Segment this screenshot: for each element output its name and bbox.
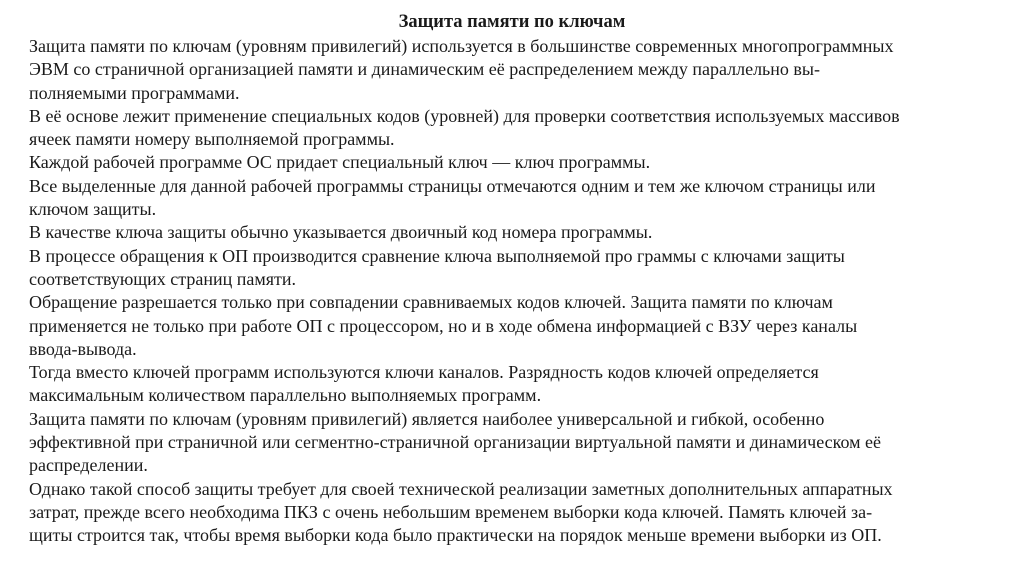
text-line: В качестве ключа защиты обычно указывается двоичный код номера программы. bbox=[29, 222, 653, 243]
body-text bbox=[29, 35, 989, 548]
text-line: В процессе обращения к ОП производится сравнение ключа выполняемой про граммы с ключами защиты bbox=[29, 245, 845, 266]
text-line: Защита памяти по ключам (уровням привилегий) используется в большинстве современных многопрограммных bbox=[29, 36, 894, 56]
text-line: Тогда вместо ключей программ используются ключи каналов. Разрядность кодов ключей определяется bbox=[29, 362, 819, 383]
text-line: затрат, прежде всего необходима ПКЗ с очень небольшим временем выборки кода ключей. Память ключей за- bbox=[29, 501, 873, 522]
text-line: В её основе лежит применение специальных кодов (уровней) для проверки соответствия используемых массивов bbox=[29, 105, 900, 126]
text-line: Обращение разрешается только при совпадении сравниваемых кодов ключей. Защита памяти по ключам bbox=[29, 292, 833, 313]
text-line: Каждой рабочей программе ОС придает специальный ключ — ключ программы. bbox=[29, 152, 651, 173]
text-line: эффективной при страничной или сегментно-страничной организации виртуальной памяти и динамическом её bbox=[29, 432, 881, 453]
text-line: ключом защиты. bbox=[29, 199, 157, 220]
text-line: ввода-вывода. bbox=[29, 338, 137, 359]
text-line: ЭВМ со страничной организацией памяти и динамическим её распределением между параллельно вы- bbox=[29, 59, 820, 80]
text-line: распределении. bbox=[29, 455, 148, 476]
text-line: применяется не только при работе ОП с процессором, но и в ходе обмена информацией с ВЗУ через каналы bbox=[29, 315, 858, 336]
page-title: Защита памяти по ключам bbox=[398, 12, 626, 32]
text-line: Защита памяти по ключам (уровням привилегий) является наиболее универсальной и гибкой, особенно bbox=[29, 408, 825, 429]
text-line: Все выделенные для данной рабочей программы страницы отмечаются одним и тем же ключом страницы или bbox=[29, 175, 876, 196]
text-line: ячеек памяти номеру выполняемой программы. bbox=[29, 129, 395, 150]
text-line: полняемыми программами. bbox=[29, 82, 240, 103]
text-line: максимальным количеством параллельно выполняемых программ. bbox=[29, 385, 542, 406]
text-line: соответствующих страниц памяти. bbox=[29, 268, 297, 289]
text-line: Однако такой способ защиты требует для своей технической реализации заметных дополнительных аппаратных bbox=[29, 478, 893, 499]
text-line: щиты строится так, чтобы время выборки кода было практически на порядок меньше времени выборки из ОП. bbox=[29, 525, 882, 546]
